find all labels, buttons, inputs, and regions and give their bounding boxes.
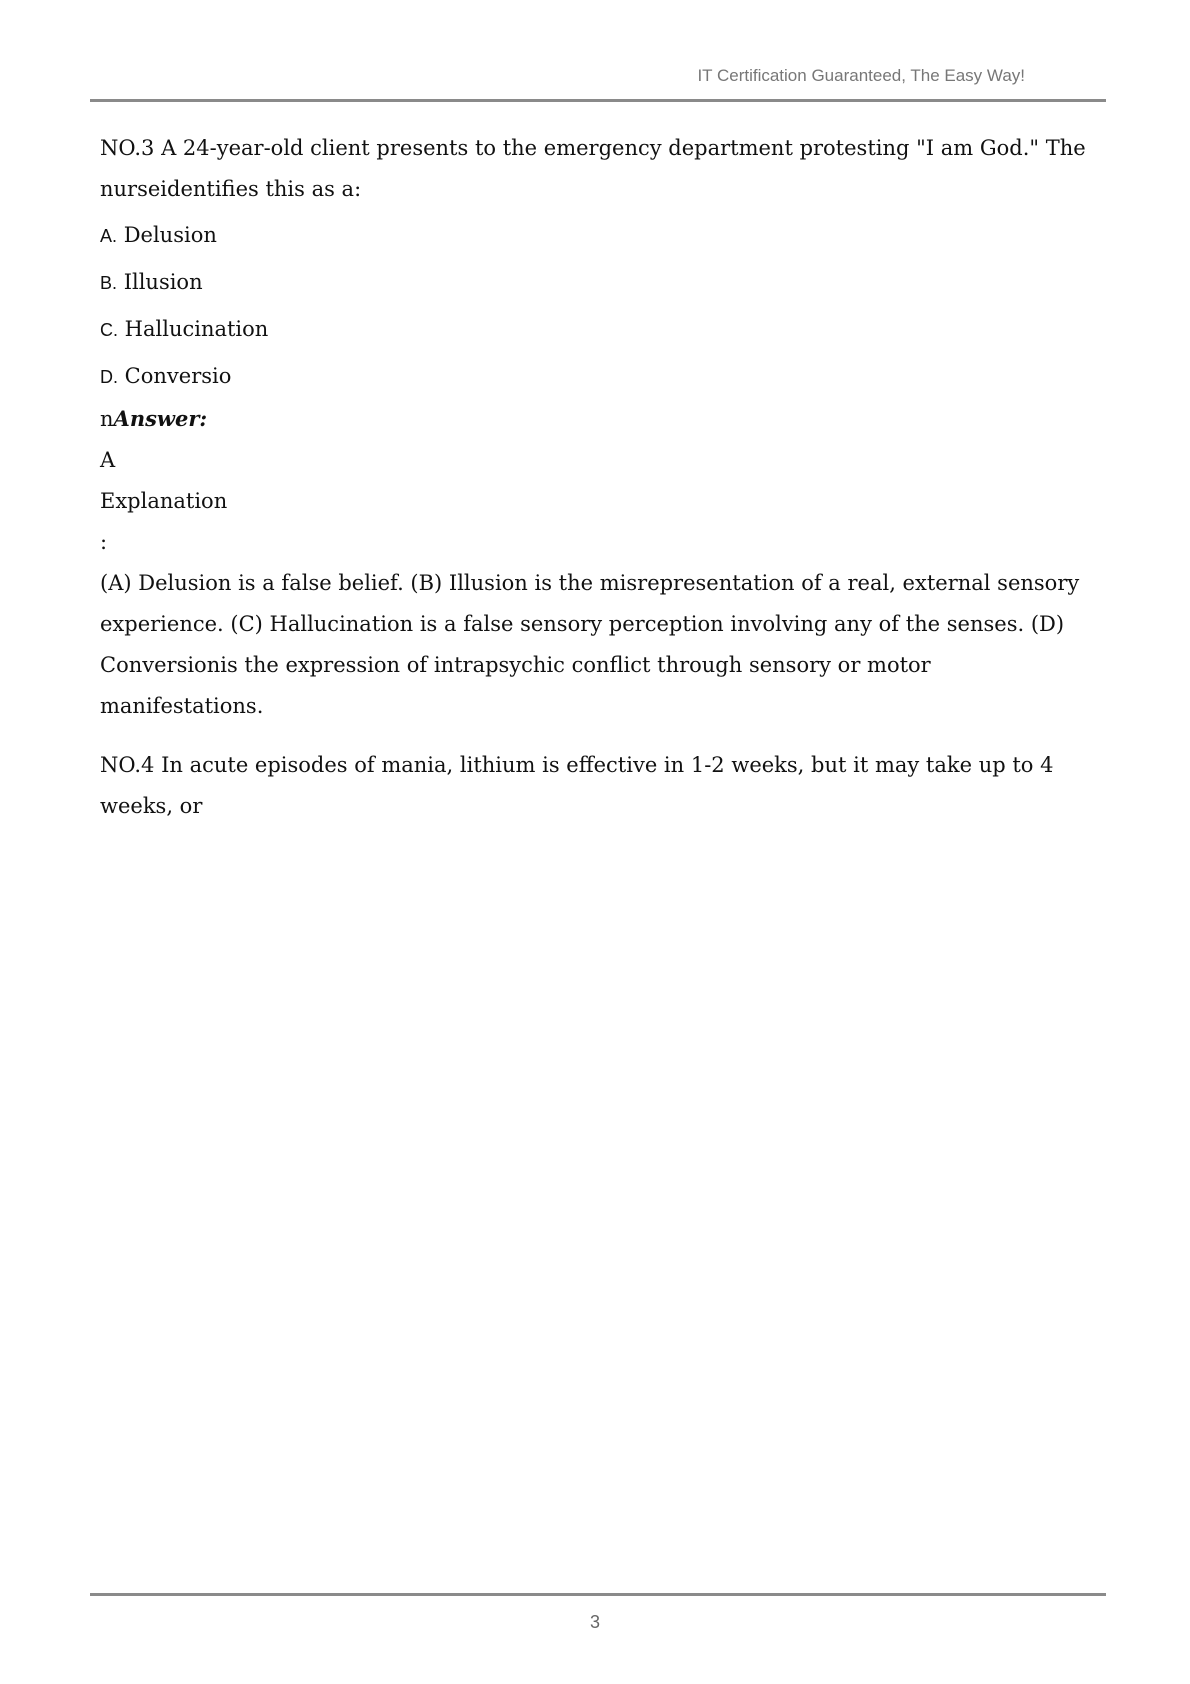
section-gap bbox=[100, 727, 1090, 745]
question-4-text-line-1: NO.4 In acute episodes of mania, lithium is effective in 1-2 weeks, but it may take up to 4 bbox=[100, 753, 1054, 777]
page-number: 3 bbox=[589, 1612, 600, 1632]
header-divider bbox=[90, 99, 1106, 102]
option-c-letter: C. bbox=[100, 320, 118, 340]
page-content bbox=[100, 128, 1090, 827]
option-a bbox=[100, 215, 1090, 257]
answer-label: Answer: bbox=[113, 406, 208, 431]
option-d-text: Conversio bbox=[118, 364, 232, 388]
option-a-letter: A. bbox=[100, 226, 118, 246]
option-d-letter: D. bbox=[100, 367, 118, 387]
explanation-line-4: manifestations. bbox=[100, 694, 264, 718]
explanation-colon: : bbox=[100, 530, 108, 554]
option-b-text: Illusion bbox=[117, 270, 203, 294]
question-3-text-line-2: nurseidentifies this as a: bbox=[100, 177, 362, 201]
answer-line bbox=[100, 398, 1090, 440]
answer-value: A bbox=[100, 448, 116, 472]
question-4-text-line-2: weeks, or bbox=[100, 794, 203, 818]
option-a-text: Delusion bbox=[117, 223, 217, 247]
explanation-line-2: experience. (C) Hallucination is a false sensory perception involving any of the senses. (D) bbox=[100, 612, 1065, 636]
option-c-text: Hallucination bbox=[118, 317, 269, 341]
question-3-text-line-1: NO.3 A 24-year-old client presents to the emergency department protesting "I am God." The bbox=[100, 136, 1086, 160]
option-b bbox=[100, 262, 1090, 304]
option-b-letter: B. bbox=[100, 273, 118, 293]
answer-prefix: n bbox=[100, 407, 114, 431]
explanation-line-1: (A) Delusion is a false belief. (B) Illusion is the misrepresentation of a real, external sensory bbox=[100, 571, 1080, 595]
footer-divider bbox=[90, 1593, 1106, 1596]
option-c bbox=[100, 309, 1090, 351]
header-tagline: IT Certification Guaranteed, The Easy Way! bbox=[697, 66, 1025, 85]
option-d bbox=[100, 356, 1090, 398]
explanation-label: Explanation bbox=[100, 489, 228, 513]
explanation-line-3: Conversionis the expression of intrapsychic conflict through sensory or motor bbox=[100, 653, 931, 677]
